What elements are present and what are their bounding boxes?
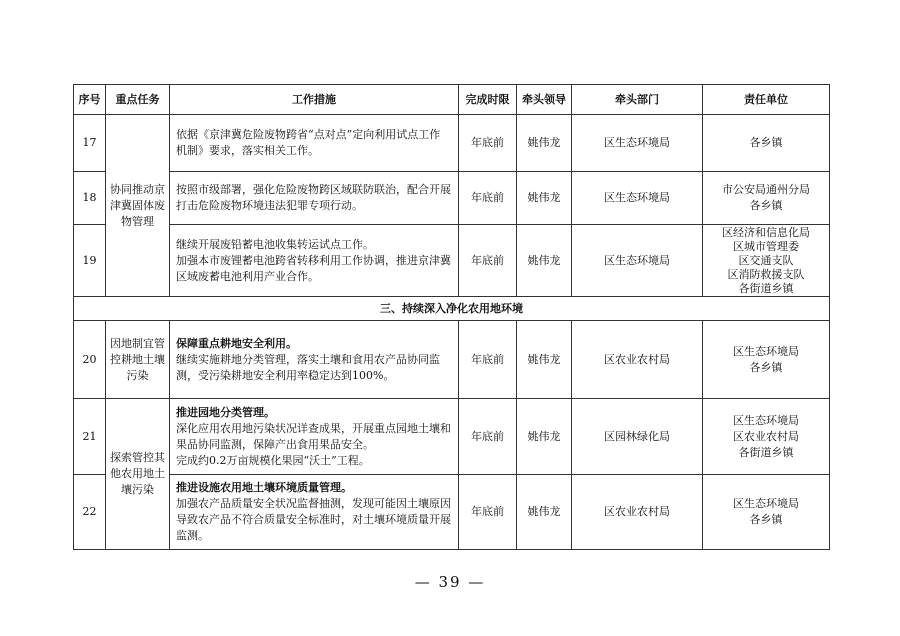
measure-line: 果品协同监测，保障产出食用果品安全。 — [176, 437, 374, 451]
table-row — [74, 399, 830, 475]
table-row — [74, 115, 830, 172]
measure-line: 继续实施耕地分类管理，落实土壤和食用农产品协同监 — [176, 352, 440, 366]
section-heading: 三、持续深入净化农用地环境 — [74, 297, 830, 321]
measure-line: 按照市级部署，强化危险废物跨区域联防联治，配合开展 — [176, 183, 451, 196]
measure-line: 深化应用农用地污染状况详查成果，开展重点园地土壤和 — [176, 421, 451, 435]
measure-line: 导致农产品不符合质量安全标准时，对土壤环境质量开展 — [176, 513, 451, 526]
table-row — [74, 225, 830, 297]
dept-cell: 区生态环境局 — [572, 225, 703, 297]
resp-line: 各乡镇 — [749, 136, 783, 149]
header-deadline: 完成时限 — [459, 85, 517, 115]
resp-line: 区消防救援支队 — [727, 267, 805, 281]
resp-line: 区农业农村局 — [733, 429, 799, 443]
resp-line: 区生态环境局 — [733, 413, 799, 427]
measure-line: 监测。 — [176, 529, 209, 542]
measure-line: 加强农产品质量安全状况监督抽测，发现可能因土壤原因 — [176, 497, 451, 510]
leader-cell: 姚伟龙 — [517, 172, 572, 225]
measure-cell — [170, 321, 459, 399]
measure-line: 测，受污染耕地安全利用率稳定达到100%。 — [176, 368, 395, 382]
resp-cell — [703, 172, 830, 225]
leader-cell: 姚伟龙 — [517, 399, 572, 475]
dept-cell: 区生态环境局 — [572, 172, 703, 225]
resp-line: 区城市管理委 — [733, 239, 799, 253]
seq-cell: 17 — [74, 115, 106, 172]
measure-line: 区域废蓄电池利用产业合作。 — [176, 269, 319, 283]
resp-line: 各街道乡镇 — [738, 281, 794, 295]
task-cell — [106, 115, 170, 297]
seq-cell: 21 — [74, 399, 106, 475]
deadline-cell: 年底前 — [459, 172, 517, 225]
resp-line: 各乡镇 — [749, 513, 783, 526]
table-row — [74, 321, 830, 399]
page-number: — 39 — — [414, 573, 486, 591]
resp-cell — [703, 475, 830, 550]
resp-line: 区交通支队 — [738, 253, 794, 267]
header-task: 重点任务 — [106, 85, 170, 115]
resp-cell — [703, 321, 830, 399]
measure-title: 推进园地分类管理。 — [176, 405, 275, 419]
measure-line: 依据《京津冀危险废物跨省“点对点”定向利用试点工作 — [176, 128, 441, 141]
measure-cell — [170, 172, 459, 225]
deadline-cell: 年底前 — [459, 115, 517, 172]
dept-cell: 区园林绿化局 — [572, 399, 703, 475]
leader-cell: 姚伟龙 — [517, 475, 572, 550]
seq-cell: 19 — [74, 225, 106, 297]
header-leader: 牵头领导 — [517, 85, 572, 115]
resp-line: 区生态环境局 — [733, 344, 799, 358]
measure-line: 机制》要求，落实相关工作。 — [176, 144, 319, 157]
measure-cell — [170, 225, 459, 297]
seq-cell: 22 — [74, 475, 106, 550]
task-text: 因地制宜管控耕地土壤污染 — [110, 336, 165, 382]
resp-cell — [703, 115, 830, 172]
task-cell — [106, 399, 170, 550]
measure-line: 继续开展废铅蓄电池收集转运试点工作。 — [176, 237, 374, 251]
seq-cell: 20 — [74, 321, 106, 399]
deadline-cell: 年底前 — [459, 475, 517, 550]
header-resp: 责任单位 — [703, 85, 830, 115]
deadline-cell: 年底前 — [459, 225, 517, 297]
resp-line: 区生态环境局 — [733, 497, 799, 510]
leader-cell: 姚伟龙 — [517, 321, 572, 399]
measure-cell — [170, 399, 459, 475]
measure-cell — [170, 475, 459, 550]
resp-line: 各街道乡镇 — [738, 445, 794, 459]
header-measure: 工作措施 — [170, 85, 459, 115]
task-table — [73, 84, 830, 550]
leader-cell: 姚伟龙 — [517, 225, 572, 297]
deadline-cell: 年底前 — [459, 321, 517, 399]
resp-line: 各乡镇 — [749, 360, 783, 374]
resp-cell — [703, 225, 830, 297]
resp-line: 区经济和信息化局 — [722, 225, 810, 239]
header-seq: 序号 — [74, 85, 106, 115]
resp-line: 各乡镇 — [749, 199, 783, 212]
resp-cell — [703, 399, 830, 475]
dept-cell: 区农业农村局 — [572, 475, 703, 550]
measure-title: 推进设施农用地土壤环境质量管理。 — [176, 481, 352, 494]
measure-cell — [170, 115, 459, 172]
measure-title: 保障重点耕地安全利用。 — [176, 336, 297, 350]
resp-line: 市公安局通州分局 — [722, 183, 810, 196]
header-dept: 牵头部门 — [572, 85, 703, 115]
deadline-cell: 年底前 — [459, 399, 517, 475]
task-text: 协同推动京津冀固体废物管理 — [110, 182, 165, 228]
seq-cell: 18 — [74, 172, 106, 225]
section-row — [74, 297, 830, 321]
table-row — [74, 475, 830, 550]
measure-line: 加强本市废锂蓄电池跨省转移利用工作协调，推进京津冀 — [176, 253, 451, 267]
leader-cell: 姚伟龙 — [517, 115, 572, 172]
dept-cell: 区生态环境局 — [572, 115, 703, 172]
measure-line: 打击危险废物环境违法犯罪专项行动。 — [176, 199, 363, 212]
table-row — [74, 172, 830, 225]
task-text: 探索管控其他农用地土壤污染 — [110, 451, 165, 496]
dept-cell: 区农业农村局 — [572, 321, 703, 399]
table-header-row — [74, 85, 830, 115]
task-cell — [106, 321, 170, 399]
measure-line: 完成约0.2万亩规模化果园“沃土”工程。 — [176, 453, 370, 467]
